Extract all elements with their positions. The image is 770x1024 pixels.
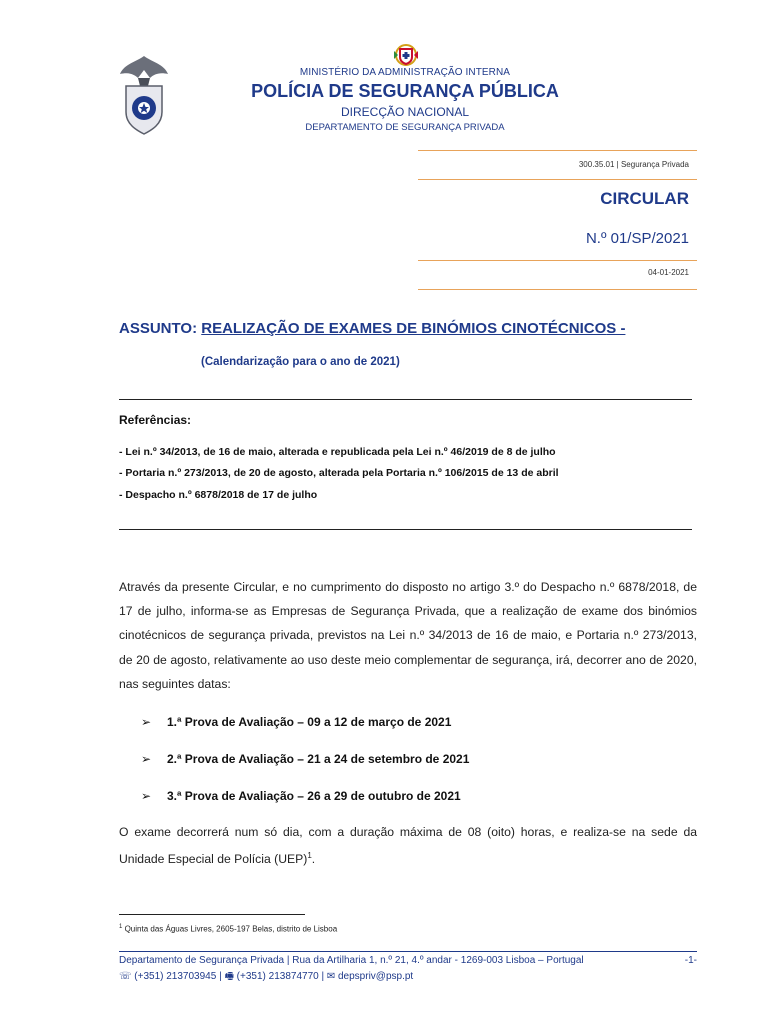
reference-item: - Portaria n.º 273/2013, de 20 de agosto, alterada pela Portaria n.º 106/2015 de 13 de abril bbox=[119, 467, 559, 479]
document-type: CIRCULAR bbox=[600, 189, 689, 208]
divider bbox=[418, 260, 697, 261]
divider bbox=[418, 150, 697, 151]
subject-line bbox=[119, 320, 625, 337]
divider bbox=[119, 529, 692, 530]
reference-item: - Despacho n.º 6878/2018 de 17 de julho bbox=[119, 489, 318, 501]
footnote-marker: 1 bbox=[307, 851, 312, 861]
document-date: 04-01-2021 bbox=[648, 268, 689, 277]
divider bbox=[418, 289, 697, 290]
footer-contacts: ☏ (+351) 213703945 | 🖷 (+351) 213874770 | ✉ depspriv@psp.pt bbox=[119, 971, 414, 982]
exam-date-item bbox=[141, 752, 469, 766]
subject-title-tail: S - bbox=[606, 320, 626, 337]
exam-date-text: 3.ª Prova de Avaliação – 26 a 29 de outubro de 2021 bbox=[167, 789, 461, 803]
portugal-coat-of-arms-icon bbox=[392, 43, 420, 67]
references-heading: Referências: bbox=[119, 413, 192, 427]
arrow-bullet-icon: ➢ bbox=[141, 752, 152, 766]
exam-date-item bbox=[141, 715, 451, 729]
directorate-name: DIRECÇÃO NACIONAL bbox=[340, 105, 470, 119]
organization-name: POLÍCIA DE SEGURANÇA PÚBLICA bbox=[251, 81, 559, 101]
subject-label: ASSUNTO: bbox=[119, 320, 202, 337]
divider bbox=[119, 399, 692, 400]
arrow-bullet-icon: ➢ bbox=[141, 715, 152, 729]
footer-address: Departamento de Segurança Privada | Rua da Artilharia 1, n.º 21, 4.º andar - 1269-003 Lisboa – Portugal bbox=[119, 955, 584, 966]
reference-code: 300.35.01 | Segurança Privada bbox=[578, 160, 689, 169]
exam-date-item bbox=[141, 789, 461, 803]
paragraph-end: . bbox=[311, 852, 316, 867]
arrow-bullet-icon: ➢ bbox=[141, 789, 152, 803]
psp-emblem-icon bbox=[118, 52, 170, 136]
paragraph-text: O exame decorrerá num só dia, com a duração máxima de 08 (oito) horas, e realiza-se na sede da Unidade Especial de Polícia (UEP) bbox=[119, 825, 697, 867]
divider bbox=[418, 179, 697, 180]
footnote bbox=[119, 924, 337, 934]
department-name: DEPARTAMENTO DE SEGURANÇA PRIVADA bbox=[305, 122, 505, 133]
footer-divider bbox=[119, 951, 697, 952]
document-number: N.º 01/SP/2021 bbox=[585, 230, 689, 247]
exam-date-text: 1.ª Prova de Avaliação – 09 a 12 de março de 2021 bbox=[167, 715, 452, 729]
page-number: -1- bbox=[684, 955, 697, 966]
body-paragraph: Através da presente Circular, e no cumprimento do disposto no artigo 3.º do Despacho n.º 6878/2018, de 17 de julho, informa-se as Empresas de Segurança Privada, que a realização de exame dos binómios cinotécnicos de segurança privada, previstos na Lei n.º 34/2013 de 16 de maio, e Portaria n.º 273/2013, de 20 de agosto, relativamente ao uso deste meio complementar de segurança, irá, decorrer ano de 2020, nas seguintes datas: bbox=[119, 580, 697, 691]
footnote-number: 1 bbox=[119, 924, 123, 930]
footnote-divider bbox=[119, 914, 305, 915]
subject-title: REALIZAÇÃO DE EXAMES DE BINÓMIOS CINOTÉCNICO bbox=[201, 320, 607, 337]
reference-item: - Lei n.º 34/2013, de 16 de maio, alterada e republicada pela Lei n.º 46/2019 de 8 de julho bbox=[119, 446, 556, 458]
footnote-text: Quinta das Águas Livres, 2605-197 Belas, distrito de Lisboa bbox=[124, 924, 338, 934]
exam-date-text: 2.ª Prova de Avaliação – 21 a 24 de setembro de 2021 bbox=[167, 752, 470, 766]
body-paragraph bbox=[119, 820, 697, 871]
subject-subtitle: (Calendarização para o ano de 2021) bbox=[201, 356, 400, 368]
ministry-name: MINISTÉRIO DA ADMINISTRAÇÃO INTERNA bbox=[299, 67, 511, 78]
